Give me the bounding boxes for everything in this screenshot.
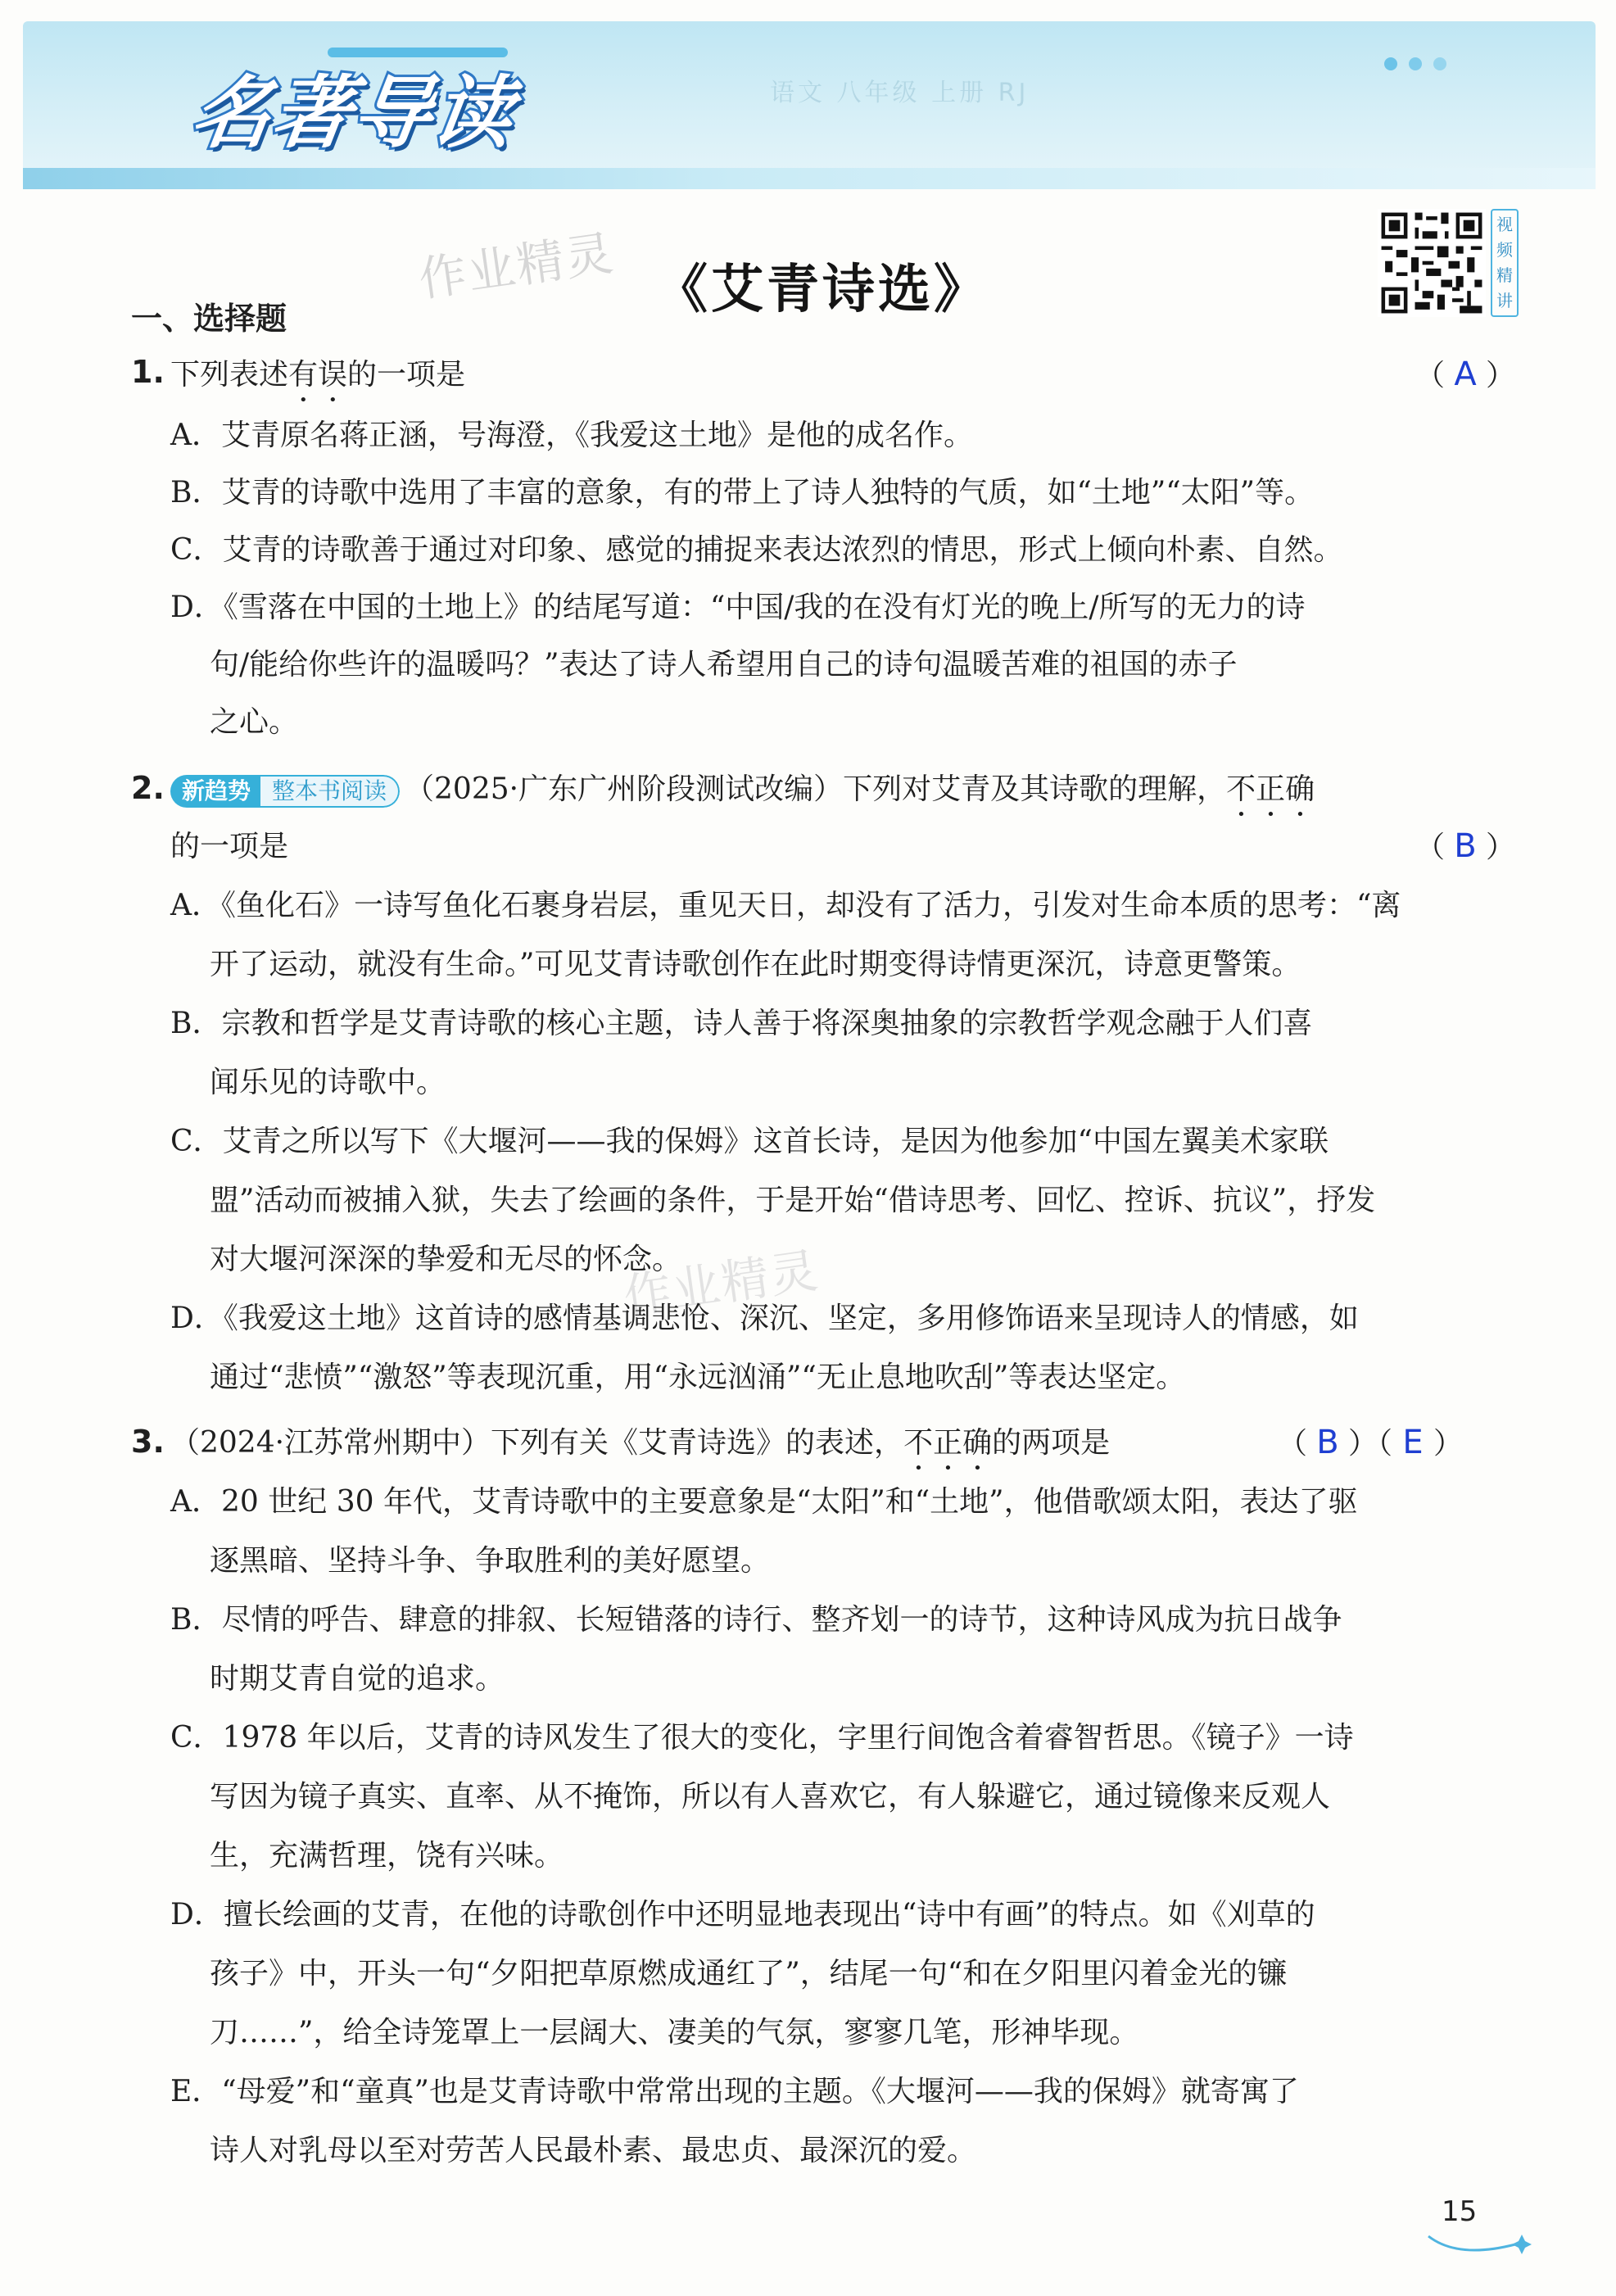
option-b-cont: 时期艾青自觉的追求。 xyxy=(210,1662,505,1696)
logo-text: 名著导读 xyxy=(186,66,520,159)
answer-letter: E xyxy=(1402,1424,1424,1461)
qr-code-block[interactable] xyxy=(1378,209,1519,317)
question-number: 3. xyxy=(131,1424,165,1460)
option-c-cont: 盟”活动而被捕入狱，失去了绘画的条件，于是开始“借诗思考、回忆、控诉、抗议”，抒发 xyxy=(210,1184,1376,1217)
watermark: 作业精灵 xyxy=(415,224,618,308)
option-c-cont: 对大堰河深深的挚爱和无尽的怀念。 xyxy=(210,1243,682,1276)
option-a-cont: 开了运动，就没有生命。”可见艾青诗歌创作在此时期变得诗情更深沉，诗意更警策。 xyxy=(210,948,1301,981)
watermark: 作业精灵 xyxy=(620,1242,823,1325)
option-e: E．“母爱”和“童真”也是艾青诗歌中常常出现的主题。《大堰河——我的保姆》就寄寓了 xyxy=(170,2075,1299,2108)
section-logo xyxy=(186,57,520,159)
header-stripe xyxy=(23,168,1596,189)
answer-letter: A xyxy=(1454,355,1477,393)
emphasis-text: 不正确 xyxy=(903,1426,993,1460)
question-number: 1. xyxy=(131,354,165,390)
option-c: C．艾青的诗歌善于通过对印象、感觉的捕捉来表达浓烈的情思，形式上倾向朴素、自然。 xyxy=(170,533,1343,567)
faint-header-text: 语文 八年级 上册 RJ xyxy=(770,79,1030,107)
option-d-cont: 句/能给你些许的温暖吗？”表达了诗人希望用自己的诗句温暖苦难的祖国的赤子 xyxy=(210,648,1238,682)
answer-letter: B xyxy=(1316,1424,1339,1461)
qr-label: 视频精讲 xyxy=(1491,209,1519,317)
option-c: C．1978 年以后，艾青的诗风发生了很大的变化，字里行间饱含着睿智哲思。《镜子》一诗 xyxy=(170,1721,1354,1755)
option-b: B．艾青的诗歌中选用了丰富的意象，有的带上了诗人独特的气质，如“土地”“太阳”等。 xyxy=(170,476,1315,509)
option-b: B．宗教和哲学是艾青诗歌的核心主题，诗人善于将深奥抽象的宗教哲学观念融于人们喜 xyxy=(170,1007,1313,1040)
option-b-cont: 闻乐见的诗歌中。 xyxy=(210,1066,446,1099)
answer-letter: B xyxy=(1454,827,1477,865)
question-number: 2. xyxy=(131,770,165,806)
section-heading: 一、选择题 xyxy=(131,301,287,337)
question-stem: 下列表述有误的一项是 xyxy=(170,358,466,392)
emphasis-text: 有误 xyxy=(288,358,348,392)
option-b: B．尽情的呼告、肆意的排叙、长短错落的诗行、整齐划一的诗节，这种诗风成为抗日战争 xyxy=(170,1603,1342,1637)
answer-bracket: （ B ） xyxy=(1415,827,1516,865)
option-a: A．艾青原名蒋正涵，号海澄，《我爱这土地》是他的成名作。 xyxy=(170,419,973,452)
page-number: 15 xyxy=(1442,2195,1478,2228)
option-a: A．20 世纪 30 年代，艾青诗歌中的主要意象是“太阳”和“土地”，他借歌颂太阳，表达了驱 xyxy=(170,1485,1358,1519)
option-e-cont: 诗人对乳母以至对劳苦人民最朴素、最忠贞、最深沉的爱。 xyxy=(210,2134,977,2167)
option-c-cont: 生，充满哲理，饶有兴味。 xyxy=(210,1839,564,1873)
page-title: 《艾青诗选》 xyxy=(655,259,989,320)
header-dots xyxy=(1384,57,1446,70)
option-c-cont: 写因为镜子真实、直率、从不掩饰，所以有人喜欢它，有人躲避它，通过镜像来反观人 xyxy=(210,1780,1331,1814)
option-a: A．《鱼化石》一诗写鱼化石裹身岩层，重见天日，却没有了活力，引发对生命本质的思考：“离 xyxy=(170,889,1401,922)
option-d: D．《雪落在中国的土地上》的结尾写道：“中国/我的在没有灯光的晚上/所写的无力的诗 xyxy=(170,591,1306,624)
option-d-cont: 孩子》中，开头一句“夕阳把草原燃成通红了”，结尾一句“和在夕阳里闪着金光的镰 xyxy=(210,1957,1288,1990)
option-d: D．擅长绘画的艾青，在他的诗歌创作中还明显地表现出“诗中有画”的特点。如《刈草的 xyxy=(170,1898,1315,1931)
question-stem: 新趋势 整本书阅读 （2025·广东广州阶段测试改编）下列对艾青及其诗歌的理解，不正确 xyxy=(170,770,1315,823)
answer-bracket: （ A ） xyxy=(1415,355,1516,393)
answer-bracket: （ B ）（ E ） xyxy=(1278,1424,1464,1461)
option-d: D．《我爱这土地》这首诗的感情基调悲怆、深沉、坚定，多用修饰语来呈现诗人的情感，如 xyxy=(170,1302,1359,1335)
option-d-cont: 之心。 xyxy=(210,705,299,739)
option-d-cont: 刀……”，给全诗笼罩上一层阔大、凄美的气氛，寥寥几笔，形神毕现。 xyxy=(210,2016,1139,2049)
question-stem: （2024·江苏常州期中）下列有关《艾青诗选》的表述，不正确的两项是 xyxy=(170,1426,1111,1460)
question-tag: 新趋势 整本书阅读 xyxy=(170,775,400,808)
emphasis-text: 不正确 xyxy=(1226,772,1315,806)
option-a-cont: 逐黑暗、坚持斗争、争取胜利的美好愿望。 xyxy=(210,1544,771,1578)
option-d-cont: 通过“悲愤”“激怒”等表现沉重，用“永远汹涌”“无止息地吹刮”等表达坚定。 xyxy=(210,1361,1186,1394)
question-stem-cont: 的一项是 xyxy=(170,830,289,863)
option-c: C．艾青之所以写下《大堰河——我的保姆》这首长诗，是因为他参加“中国左翼美术家联 xyxy=(170,1125,1329,1158)
qr-code-icon[interactable] xyxy=(1378,209,1486,317)
